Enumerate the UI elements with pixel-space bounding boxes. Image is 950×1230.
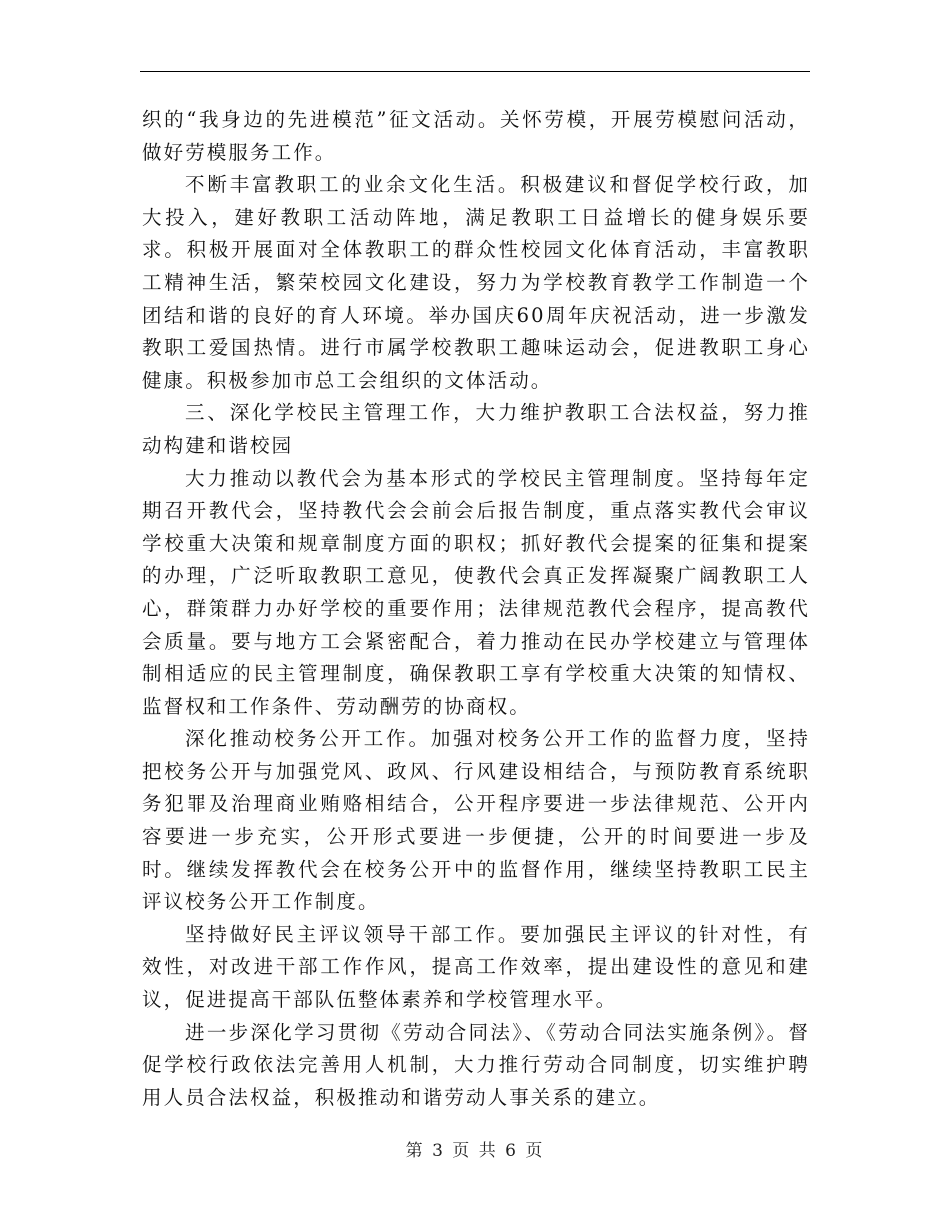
page-number-footer: 第 3 页 共 6 页 <box>405 1141 545 1161</box>
section-heading-3: 三、深化学校民主管理工作，大力维护教职工合法权益，努力推动构建和谐校园 <box>142 401 810 457</box>
paragraph-5: 深化推动校务公开工作。加强对校务公开工作的监督力度，坚持把校务公开与加强党风、政风、行风建设相结合，与预防教育系统职务犯罪及治理商业贿赂相结合，公开程序要进一步法律规范、公开内容要进一步充实，公开形式要进一步便捷，公开的时间要进一步及时。继续发挥教代会在校务公开中的监督作用，继续坚持教职工民主评议校务公开工作制度。 <box>142 727 810 914</box>
header-rule <box>140 71 810 72</box>
paragraph-2: 不断丰富教职工的业余文化生活。积极建议和督促学校行政，加大投入，建好教职工活动阵地，满足教职工日益增长的健身娱乐要求。积极开展面对全体教职工的群众性校园文化体育活动，丰富教职工精神生活，繁荣校园文化建设，努力为学校教育教学工作制造一个团结和谐的良好的育人环境。举办国庆60周年庆祝活动，进一步激发教职工爱国热情。进行市属学校教职工趣味运动会，促进教职工身心健康。积极参加市总工会组织的文体活动。 <box>142 173 810 392</box>
paragraph-1: 织的“我身边的先进模范”征文活动。关怀劳模，开展劳模慰问活动，做好劳模服务工作。 <box>142 108 810 164</box>
paragraph-4: 大力推动以教代会为基本形式的学校民主管理制度。坚持每年定期召开教代会，坚持教代会会前会后报告制度，重点落实教代会审议学校重大决策和规章制度方面的职权；抓好教代会提案的征集和提案的办理，广泛听取教职工意见，使教代会真正发挥凝聚广阔教职工人心，群策群力办好学校的重要作用；法律规范教代会程序，提高教代会质量。要与地方工会紧密配合，着力推动在民办学校建立与管理体制相适应的民主管理制度，确保教职工享有学校重大决策的知情权、监督权和工作条件、劳动酬劳的协商权。 <box>142 466 810 718</box>
document-body <box>142 104 810 1114</box>
paragraph-6: 坚持做好民主评议领导干部工作。要加强民主评议的针对性，有效性，对改进干部工作作风，提高工作效率，提出建设性的意见和建议，促进提高干部队伍整体素养和学校管理水平。 <box>142 922 810 1012</box>
paragraph-7: 进一步深化学习贯彻《劳动合同法》、《劳动合同法实施条例》。督促学校行政依法完善用人机制，大力推行劳动合同制度，切实维护聘用人员合法权益，积极推动和谐劳动人事关系的建立。 <box>142 1020 810 1109</box>
